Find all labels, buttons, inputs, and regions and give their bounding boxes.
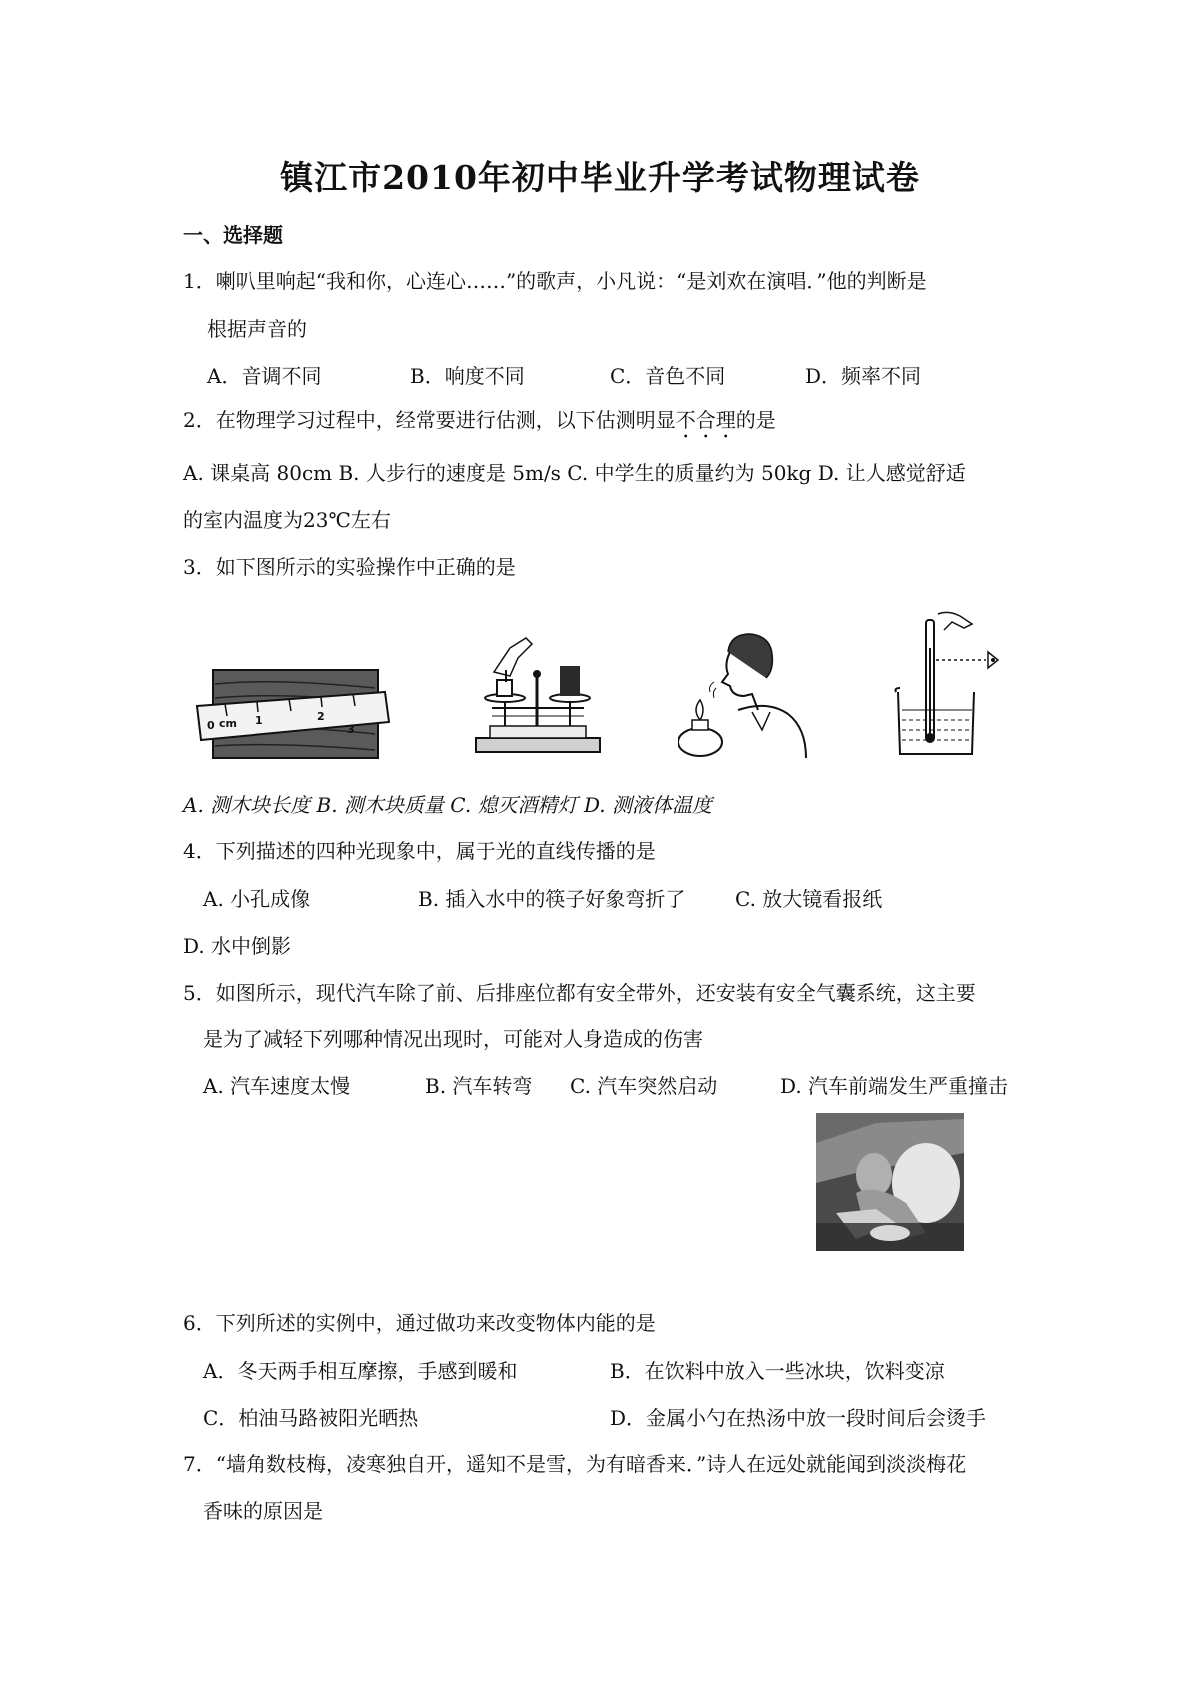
q5-stem-line2: 是为了减轻下列哪种情况出现时，可能对人身造成的伤害 [203, 1027, 703, 1051]
q5-stem-line1: 5．如图所示，现代汽车除了前、后排座位都有安全带外，还安装有安全气囊系统，这主要 [183, 981, 976, 1005]
q2-options-line2: 的室内温度为23℃左右 [183, 508, 391, 532]
q3-caption: A. 测木块长度 B. 测木块质量 C. 熄灭酒精灯 D. 测液体温度 [183, 793, 712, 817]
q1-option-a: A．音调不同 [207, 364, 322, 388]
q6-option-c: C．柏油马路被阳光晒热 [203, 1406, 419, 1430]
q7-stem-line2: 香味的原因是 [203, 1499, 323, 1523]
q6-stem: 6．下列所述的实例中，通过做功来改变物体内能的是 [183, 1311, 656, 1335]
exam-title: 镇江市2010年初中毕业升学考试物理试卷 [280, 158, 920, 197]
figure-alcohol-lamp [678, 630, 818, 760]
q4-option-d: D. 水中倒影 [183, 934, 292, 958]
q1-option-b: B．响度不同 [410, 364, 525, 388]
q4-stem: 4．下列描述的四种光现象中，属于光的直线传播的是 [183, 839, 656, 863]
q2-options-line1: A. 课桌高 80cm B. 人步行的速度是 5m/s C. 中学生的质量约为 50kg D. 让人感觉舒适 [183, 461, 966, 485]
figure-thermometer-beaker [890, 608, 1005, 758]
figure-ruler-wood-block [195, 664, 390, 764]
figure-balance-scale [470, 630, 605, 755]
q1-option-d: D．频率不同 [805, 364, 922, 388]
q3-stem: 3．如下图所示的实验操作中正确的是 [183, 555, 516, 579]
q2-stem [183, 406, 776, 443]
q6-option-a: A．冬天两手相互摩擦，手感到暖和 [203, 1359, 518, 1383]
q4-option-b: B. 插入水中的筷子好象弯折了 [418, 887, 686, 911]
ruler-label-three: 3 [347, 723, 355, 736]
q5-option-d: D. 汽车前端发生严重撞击 [780, 1074, 1009, 1098]
q5-option-c: C. 汽车突然启动 [570, 1074, 718, 1098]
q2-stem-pre: 2．在物理学习过程中，经常要进行估测，以下估测明显 [183, 408, 676, 432]
q6-option-b: B．在饮料中放入一些冰块，饮料变凉 [610, 1359, 945, 1383]
q1-option-c: C．音色不同 [610, 364, 726, 388]
q4-option-c: C. 放大镜看报纸 [735, 887, 883, 911]
q5-option-a: A. 汽车速度太慢 [203, 1074, 351, 1098]
q1-stem-line2: 根据声音的 [207, 317, 307, 341]
ruler-label-one: 1 [255, 714, 263, 727]
section-heading: 一、选择题 [183, 223, 283, 247]
q2-stem-post: 的是 [735, 408, 776, 432]
q4-option-a: A. 小孔成像 [203, 887, 311, 911]
ruler-label-two: 2 [317, 710, 325, 723]
figure-airbag-photo [816, 1113, 964, 1251]
q6-option-d: D．金属小勺在热汤中放一段时间后会烫手 [610, 1406, 987, 1430]
q1-stem-line1: 1．喇叭里响起“我和你，心连心……”的歌声，小凡说：“是刘欢在演唱．”他的判断是 [183, 269, 927, 293]
q7-stem-line1: 7．“墙角数枝梅，凌寒独自开，遥知不是雪，为有暗香来．”诗人在远处就能闻到淡淡梅花 [183, 1452, 967, 1476]
q5-option-b: B. 汽车转弯 [425, 1074, 533, 1098]
ruler-label-zero: 0 [207, 719, 215, 732]
q2-stem-emphasis: 不合理 [675, 408, 736, 432]
ruler-label-unit: cm [219, 717, 237, 730]
